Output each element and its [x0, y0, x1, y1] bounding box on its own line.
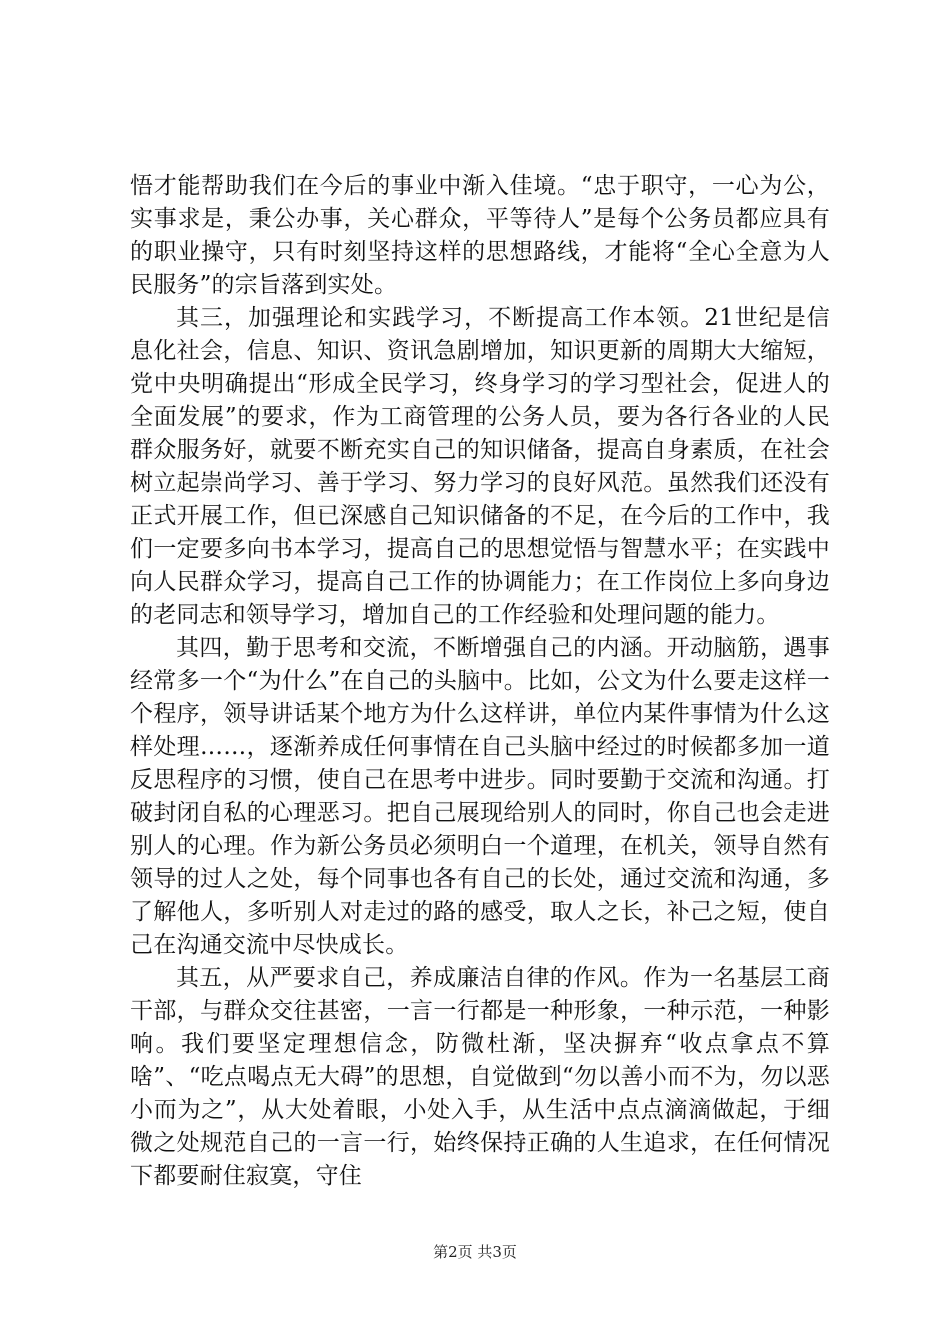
paragraph-point-four: 其四，勤于思考和交流，不断增强自己的内涵。开动脑筋，遇事经常多一个“为什么”在自己的头脑中。比如，公文为什么要走这样一个程序，领导讲话某个地方为什么这样讲，单位内某件事情为什么这样处理……，逐渐养成任何事情在自己头脑中经过的时候都多加一道反思程序的习惯，使自己在思考中进步。同时要勤于交流和沟通。打破封闭自私的心理恶习。把自己展现给别人的同时，你自己也会走进别人的心理。作为新公务员必须明白一个道理，在机关，领导自然有领导的过人之处，每个同事也各有自己的长处，通过交流和沟通，多了解他人，多听别人对走过的路的感受，取人之长，补己之短，使自己在沟通交流中尽快成长。	[130, 635, 830, 958]
document-body	[130, 170, 830, 1193]
paragraph-continuation: 悟才能帮助我们在今后的事业中渐入佳境。“忠于职守，一心为公，实事求是，秉公办事，关心群众，平等待人”是每个公务员都应具有的职业操守，只有时刻坚持这样的思想路线，才能将“全心全意为人民服务”的宗旨落到实处。	[130, 173, 830, 298]
paragraph-point-three: 其三，加强理论和实践学习，不断提高工作本领。21世纪是信息化社会，信息、知识、资讯急剧增加，知识更新的周期大大缩短，党中央明确提出“形成全民学习，终身学习的学习型社会，促进人的全面发展”的要求，作为工商管理的公务人员，要为各行各业的人民群众服务好，就要不断充实自己的知识储备，提高自身素质，在社会树立起崇尚学习、善于学习、努力学习的良好风范。虽然我们还没有正式开展工作，但已深感自己知识储备的不足，在今后的工作中，我们一定要多向书本学习，提高自己的思想觉悟与智慧水平；在实践中向人民群众学习，提高自己工作的协调能力；在工作岗位上多向身边的老同志和领导学习，增加自己的工作经验和处理问题的能力。	[130, 305, 830, 628]
paragraph-point-five: 其五，从严要求自己，养成廉洁自律的作风。作为一名基层工商干部，与群众交往甚密，一言一行都是一种形象，一种示范，一种影响。我们要坚定理想信念，防微杜渐，坚决摒弃“收点拿点不算啥”、“吃点喝点无大碍”的思想，自觉做到“勿以善小而不为，勿以恶小而为之”，从大处着眼，小处入手，从生活中点点滴滴做起，于细微之处规范自己的一言一行，始终保持正确的人生追求，在任何情况下都要耐住寂寞，守住	[130, 965, 830, 1189]
page-number-footer: 第2页 共3页	[433, 1243, 517, 1261]
